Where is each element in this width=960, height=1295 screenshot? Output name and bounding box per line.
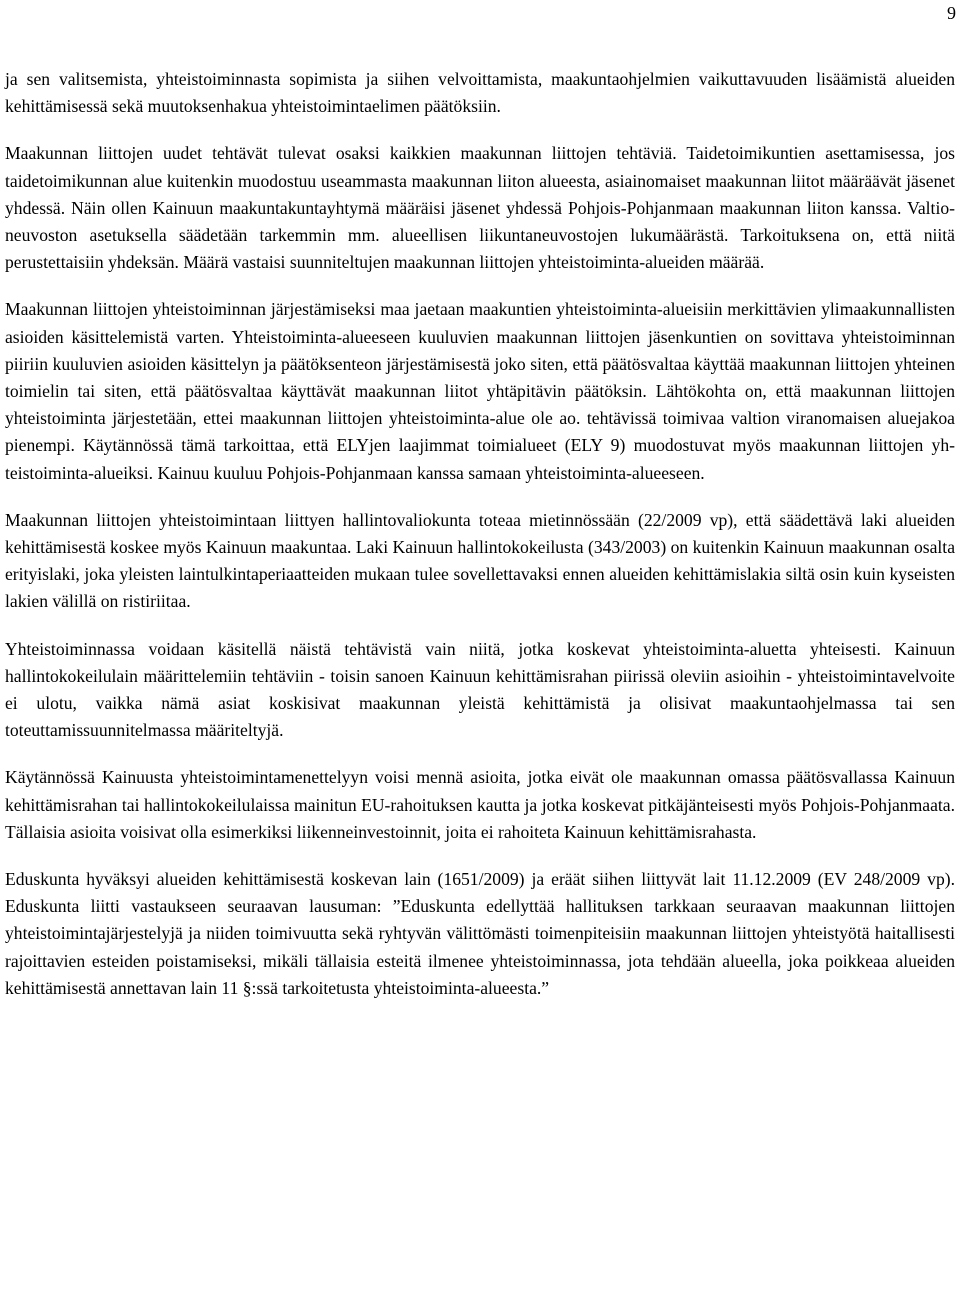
paragraph-4: Maakunnan liittojen yhteistoimintaan liittyen hallintovaliokunta toteaa mietinnössään (22/2009 vp), että säädettävä laki alueiden kehittämisestä koskee myös Kainuun maakuntaa. Laki Kainuun hallintokokeilusta (343/2003) on kuitenkin Kainuun maakunnan osalta erityislaki, joka yleisten laintulkintaperiaatteiden mukaan tulee sovellettavaksi ennen alueiden kehittämislakia siltä osin kuin kyseisten lakien välillä on ristiriitaa. — [5, 509, 955, 612]
paragraph-5: Yhteistoiminnassa voidaan käsitellä näistä tehtävistä vain niitä, jotka koskevat yhteistoiminta-aluetta yhteisesti. Kainuun hallintokokeilulain määrittelemiin tehtäviin - toisin sanoen Kainuun kehittämisrahan piirissä oleviin asioihin - yhteistoimintavelvoite ei ulotu, vaikka nämä asiat koskisivat maakunnan yleistä kehittämistä ja olisivat maakuntaohjelmassa tai sen toteuttamissuunnitelmassa määriteltyjä. — [5, 638, 955, 741]
page-number: 9 — [947, 3, 956, 23]
document-body — [5, 66, 955, 1022]
paragraph-3: Maakunnan liittojen yhteistoiminnan järjestämiseksi maa jaetaan maakuntien yhteistoiminta-alueisiin merkittävien ylimaakunnallisten asioiden käsittelemistä varten. Yhteistoiminta-alueeseen kuuluvien maakunnan liittojen jäsenkuntien on sovittava yhteistoiminnan piiriin kuuluvien asioiden käsittelyn ja päätöksenteon järjestämisestä joko siten, että päätösvaltaa käyttää maakunnan liittojen yhteinen toimielin tai siten, että päätösvaltaa käyttävät maakunnan liitot yhtäpitävin päätöksin. Lähtökohta on, että maakunnan liittojen yhteistoiminta järjestetään, ettei maakunnan liittojen yhteistoiminta-alue ole ao. tehtävissä toimivaa valtion viranomaisen aluejakoa pienempi. Käytännössä tämä tarkoittaa, että ELYjen laajimmat toimialueet (ELY 9) muodostuvat myös maakunnan liittojen yhteistoiminta-alueiksi. Kainuu kuuluu Pohjois-Pohjanmaan kanssa samaan yhteistoiminta-alueeseen. — [5, 299, 955, 483]
paragraph-2: Maakunnan liittojen uudet tehtävät tulevat osaksi kaikkien maakunnan liittojen tehtäviä. Taidetoimikuntien asettamisessa, jos taidetoimikunnan alue kuitenkin muodostuu useammasta maakunnan liiton alueesta, asiainomaiset maakunnan liitot määräävät jäsenet yhdessä. Näin ollen Kainuun maakuntakuntayhtymä määräisi jäsenet yhdessä Pohjois-Pohjanmaan maakunnan liiton kanssa. Valtioneuvoston asetuksella säädetään tarkemmin mm. alueellisen liikuntaneuvostojen lukumäärästä. Tarkoituksena on, että niitä perustettaisiin yhdeksän. Määrä vastaisi suunniteltujen maakunnan liittojen yhteistoiminta-alueiden määrää. — [5, 143, 955, 273]
paragraph-6: Käytännössä Kainuusta yhteistoimintamenettelyyn voisi mennä asioita, jotka eivät ole maakunnan omassa päätösvallassa Kainuun kehittämisrahan tai hallintokokeilulaissa mainitun EU-rahoituksen kautta ja jotka koskevat pitkäjänteisesti myös Pohjois-Pohjanmaata. Tällaisia asioita voisivat olla esimerkiksi liikenneinvestoinnit, joita ei rahoiteta Kainuun kehittämisrahasta. — [5, 767, 955, 842]
paragraph-7: Eduskunta hyväksyi alueiden kehittämisestä koskevan lain (1651/2009) ja eräät siihen liittyvät lait 11.12.2009 (EV 248/2009 vp). Eduskunta liitti vastaukseen seuraavan lausuman: ”Eduskunta edellyttää hallituksen tarkkaan seuraavan maakunnan liittojen yhteistoimintajärjestelyjä ja niiden toimivuutta sekä ryhtyvän välittömästi toimenpiteisiin maakunnan liittojen yhteistyötä haitallisesti rajoittavien esteiden poistamiseksi, mikäli tällaisia esteitä ilmenee yhteistoiminnassa, jota tehdään alueella, joka poikkeaa alueiden kehittämisestä annettavan lain 11 §:ssä tarkoitetusta yhteistoiminta-alueesta.” — [5, 869, 955, 998]
paragraph-1: ja sen valitsemista, yhteistoiminnasta sopimista ja siihen velvoittamista, maakuntaohjelmien vaikuttavuuden lisäämistä alueiden kehittämisessä sekä muutoksenhakua yhteistoimintaelimen päätöksiin. — [5, 69, 955, 117]
